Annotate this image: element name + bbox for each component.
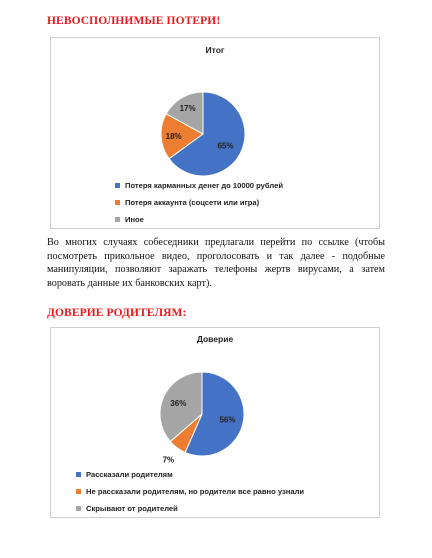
- legend-label: Иное: [125, 215, 144, 224]
- data-label: 17%: [179, 103, 196, 113]
- legend-item: [76, 466, 304, 483]
- pie-chart-losses: [50, 37, 380, 229]
- legend-swatch: [76, 472, 81, 477]
- section-heading-losses: НЕВОСПОЛНИМЫЕ ПОТЕРИ!: [47, 15, 221, 27]
- chart-title: Итог: [205, 45, 225, 55]
- data-label: 7%: [162, 455, 175, 465]
- chart-legend: [115, 177, 283, 228]
- body-paragraph: Во многих случаях собеседники предлагали перейти по ссылке (чтобы посмотреть прикольное видео, проголосовать и так далее - подобные манипуляции, позволяют заражать телефоны жертв вирусами, а затем воровать данные их банковских карт).: [47, 237, 385, 289]
- legend-swatch: [76, 506, 81, 511]
- pie-chart-plot: [142, 354, 262, 474]
- chart-title: Доверие: [196, 334, 234, 344]
- legend-swatch: [115, 217, 120, 222]
- legend-label: Потеря карманных денег до 10000 рублей: [125, 181, 284, 190]
- legend-swatch: [115, 183, 120, 188]
- legend-item: [76, 500, 304, 517]
- legend-item: [115, 194, 283, 211]
- legend-label: Рассказали родителям: [86, 470, 173, 479]
- legend-label: Не рассказали родителям, но родители все равно узнали: [86, 487, 305, 496]
- legend-item: [76, 483, 304, 500]
- pie-chart-plot: [143, 74, 263, 194]
- legend-swatch: [115, 200, 120, 205]
- legend-item: [115, 177, 283, 194]
- legend-item: [115, 211, 283, 228]
- data-label: 65%: [217, 141, 234, 151]
- legend-swatch: [76, 489, 81, 494]
- legend-label: Потеря аккаунта (соцсети или игра): [125, 198, 260, 207]
- legend-label: Скрывают от родителей: [86, 504, 178, 513]
- data-label: 18%: [165, 131, 182, 141]
- chart-legend: [76, 466, 304, 517]
- data-label: 56%: [219, 415, 236, 425]
- data-label: 36%: [170, 399, 187, 409]
- section-heading-trust: ДОВЕРИЕ РОДИТЕЛЯМ:: [47, 307, 187, 319]
- pie-chart-trust: [50, 327, 380, 518]
